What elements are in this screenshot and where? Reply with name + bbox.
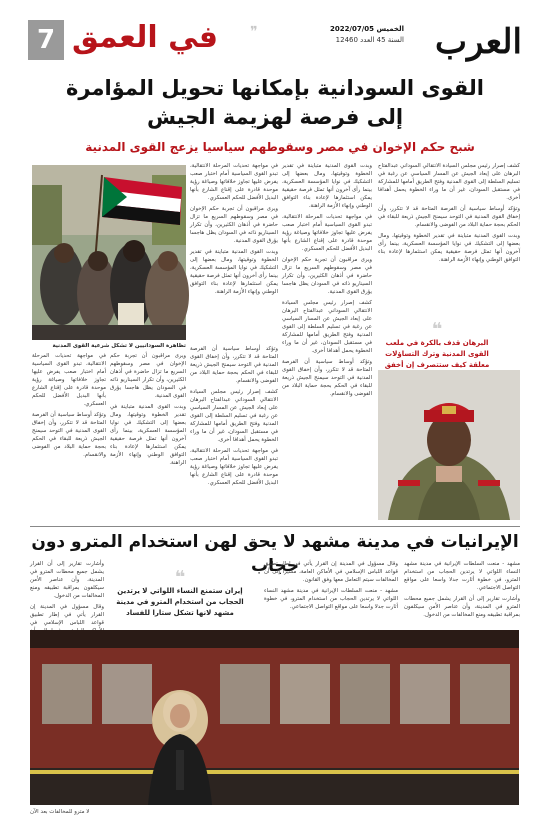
story1-col-mid-text-3: ويرى مراقبون أن تجربة حكم الإخوان في مصر وسقوطهم السريع ما تزال حاضرة في أذهان الكثيرين، وأن تكرار السيناريو ذاته في السودان يظل هاجسا يؤرق القوى المدنية. <box>282 257 372 295</box>
story2-col-right-text: مشهد - منعت السلطات الإيرانية في مدينة مشهد النساء اللواتي لا يرتدين الحجاب من استخدام المترو، في خطوة أثارت جدلا واسعا على مواقع التواصل الاجتماعي. <box>404 561 520 591</box>
issue-date: الخميس 2022/07/05 <box>329 25 404 33</box>
story1-pull-quote-text: البرهان قذف بالكرة في ملعب القوى المدنية وترك التساؤلات معلقة كيف ستتصرف إن أخفق <box>384 339 490 369</box>
story1-col-right-text-3: وبدت القوى المدنية متباينة في تقدير الخطوة وتوقيتها، ومال بعضها إلى التشكيك في نوايا المؤسسة العسكرية، بينما رأى آخرون أنها تمثل فرصة حقيقية يمكن استثمارها لإعادة بناء التوافق الوطني وإنهاء الأزمة الراهنة. <box>378 233 520 263</box>
newspaper-logo: العرب <box>435 22 522 62</box>
burhan-photo-art <box>378 370 520 520</box>
quote-mark-icon: ❝ <box>431 319 443 340</box>
story1-col-left-text-2: ويرى مراقبون أن تجربة حكم الإخوان في مصر وسقوطهم السريع ما تزال حاضرة في أذهان الكثيرين، وأن تكرار السيناريو ذاته في السودان يظل هاجسا يؤرق القوى المدنية. <box>190 206 278 244</box>
story1-col-mid-text: وبدت القوى المدنية متباينة في تقدير الخطوة وتوقيتها، ومال بعضها إلى التشكيك في نوايا المؤسسة العسكرية، بينما رأى آخرون أنها تمثل فرصة حقيقية يمكن استثمارها لإعادة بناء التوافق الوطني وإنهاء الأزمة الراهنة. <box>282 163 372 209</box>
story1-column-lower-left1 <box>110 352 186 521</box>
story1-column-right <box>378 162 520 322</box>
story2-col-left-text-2: وقال مسؤول في المدينة إن القرار يأتي في إطار تطبيق قواعد اللباس الإسلامي في <box>30 604 104 626</box>
main-headline <box>40 74 510 132</box>
story2-col-right-text-2: وأشارت تقارير إلى أن القرار يشمل جميع محطات المترو في المدينة، وأن عناصر الأمن سيكلفون بمراقبة تطبيقه ومنع المخالفات من الدخول. <box>404 596 520 618</box>
story1-lower-mid-text-2: كشف إصرار رئيس مجلس السيادة الانتقالي السوداني عبدالفتاح البرهان على إبعاد الجيش عن المسار السياسي عن رغبة في تسليم السلطة إلى القوى المدنية وفتح الطريق أمامها للمشاركة في مستقبل السودان، غير أن ما وراء الخطوة يحمل أهدافا أخرى. <box>190 389 278 443</box>
quote-decoration-icon: ❞ <box>250 24 258 40</box>
main-headline-line1: القوى السودانية بإمكانها تحويل المؤامرة <box>66 76 484 100</box>
story1-column-mid <box>282 162 372 522</box>
story2-column-mid <box>264 560 398 626</box>
story1-lower-mid-text: وتؤكد أوساط سياسية أن الفرصة المتاحة قد لا تتكرر، وأن إخفاق القوى المدنية في التوحد سيمنح الجيش ذريعة للبقاء في الحكم بحجة حماية البلاد من الفوضى والانقسام. <box>190 346 278 384</box>
story1-lower-left1-text-2: وبدت القوى المدنية متباينة في تقدير الخطوة وتوقيتها، ومال بعضها إلى التشكيك في نوايا المؤسسة العسكرية، بينما رأى آخرون أنها تمثل فرصة حقيقية يمكن استثمارها لإعادة بناء التوافق الوطني وإنهاء الأزمة الراهنة. <box>110 404 186 466</box>
protest-photo-art <box>32 165 186 340</box>
protest-photo-caption: تظاهرة السودانيين لا تشكل شرعية القوى المدنية <box>52 343 186 349</box>
story2-col-mid-text: وقال مسؤول في المدينة إن القرار يأتي في إطار تطبيق قواعد اللباس الإسلامي في الأماكن العامة، مشيرا إلى أن المخالفات سيتم التعامل معها وفق القانون. <box>264 561 398 583</box>
main-headline-line2: إلى فرصة لهزيمة الجيش <box>146 105 404 129</box>
story1-column-lower-left2 <box>32 352 106 521</box>
section-title: في العمق <box>72 20 219 55</box>
story1-lower-left1-text: ويرى مراقبون أن تجربة حكم الإخوان في مصر وسقوطهم السريع ما تزال حاضرة في أذهان الكثيرين، وأن تكرار السيناريو ذاته في السودان يظل هاجسا يؤرق القوى المدنية. <box>110 353 186 399</box>
story-divider <box>30 526 520 527</box>
metro-photo <box>30 630 519 805</box>
story2-pull-quote-text: إيران ستمنع النساء اللواتي لا يرتدين الحجاب من استخدام المترو في مدينة مشهد لانها تشكل ستارا للفساد <box>116 587 244 617</box>
metro-photo-caption: لا مترو للمخالفات بعد الآن <box>30 809 90 815</box>
masthead <box>28 18 522 66</box>
story2-headline: الإيرانيات في مدينة مشهد لا يحق لهن استخدام المترو دون حجاب <box>31 532 519 576</box>
metro-photo-art <box>30 630 519 805</box>
story1-col-right-text: كشف إصرار رئيس مجلس السيادة الانتقالي السوداني عبدالفتاح البرهان على إبعاد الجيش عن المسار السياسي عن رغبة في تسليم السلطة إلى القوى المدنية وفتح الطريق أمامها للمشاركة في مستقبل السودان، غير أن ما وراء الخطوة يحمل أهدافا أخرى. <box>378 163 520 201</box>
issue-info <box>330 24 404 46</box>
story2-pull-quote <box>110 567 250 619</box>
story2-col-left-text: وأشارت تقارير إلى أن القرار يشمل جميع محطات المترو في المدينة، وأن عناصر الأمن سيكلفون بمراقبة تطبيقه ومنع المخالفات من الدخول. <box>30 561 104 599</box>
story1-col-mid-text-5: وتؤكد أوساط سياسية أن الفرصة المتاحة قد لا تتكرر، وأن إخفاق القوى المدنية في التوحد سيمنح الجيش ذريعة للبقاء في الحكم بحجة حماية البلاد من الفوضى والانقسام. <box>282 359 372 397</box>
story1-lower-left2-text: في مواجهة تحديات المرحلة الانتقالية، تبدو القوى السياسية أمام اختبار صعب يفرض عليها تجاوز خلافاتها وصياغة رؤية موحدة قادرة على إقناع الشارع بأنها البديل الأفضل للحكم العسكري. <box>32 353 106 407</box>
main-subhead: شبح حكم الإخوان في مصر وسقوطهم سياسيا يزعج القوى المدنية <box>85 140 475 154</box>
story1-col-left-text: في مواجهة تحديات المرحلة الانتقالية، تبدو القوى السياسية أمام اختبار صعب يفرض عليها تجاوز خلافاتها وصياغة رؤية موحدة قادرة على إقناع الشارع بأنها البديل الأفضل للحكم العسكري. <box>190 163 278 201</box>
story1-col-mid-text-4: كشف إصرار رئيس مجلس السيادة الانتقالي السوداني عبدالفتاح البرهان على إبعاد الجيش عن المسار السياسي عن رغبة في تسليم السلطة إلى القوى المدنية وفتح الطريق أمامها للمشاركة في مستقبل السودان، غير أن ما وراء الخطوة يحمل أهدافا أخرى. <box>282 300 372 354</box>
story2-column-right <box>404 560 520 626</box>
story1-col-mid-text-2: في مواجهة تحديات المرحلة الانتقالية، تبدو القوى السياسية أمام اختبار صعب يفرض عليها تجاوز خلافاتها وصياغة رؤية موحدة قادرة على إقناع الشارع بأنها البديل الأفضل للحكم العسكري. <box>282 214 372 252</box>
quote-mark-icon: ❝ <box>174 567 186 588</box>
protest-photo <box>32 165 186 340</box>
issue-number: السنة 45 العدد 12460 <box>335 36 404 44</box>
story2-col-mid-text-2: مشهد - منعت السلطات الإيرانية في مدينة مشهد النساء اللواتي لا يرتدين الحجاب من استخدام المترو، في خطوة أثارت جدلا واسعا على مواقع التواصل الاجتماعي. <box>264 588 398 610</box>
story1-column-lower-mid <box>190 345 278 521</box>
story1-column-left <box>190 162 278 337</box>
burhan-photo <box>378 370 520 520</box>
story1-col-right-text-2: وتؤكد أوساط سياسية أن الفرصة المتاحة قد لا تتكرر، وأن إخفاق القوى المدنية في التوحد سيمنح الجيش ذريعة للبقاء في الحكم بحجة حماية البلاد من الفوضى والانقسام. <box>378 206 520 228</box>
story1-lower-mid-text-3: في مواجهة تحديات المرحلة الانتقالية، تبدو القوى السياسية أمام اختبار صعب يفرض عليها تجاوز خلافاتها وصياغة رؤية موحدة قادرة على إقناع الشارع بأنها البديل الأفضل للحكم العسكري. <box>190 448 278 486</box>
page-number: 7 <box>28 20 64 60</box>
story1-lower-left2-text-2: وتؤكد أوساط سياسية أن الفرصة المتاحة قد لا تتكرر، وأن إخفاق القوى المدنية في التوحد سيمنح الجيش ذريعة للبقاء في الحكم بحجة حماية البلاد من الفوضى والانقسام. <box>32 412 106 458</box>
story1-col-left-text-3: وبدت القوى المدنية متباينة في تقدير الخطوة وتوقيتها، ومال بعضها إلى التشكيك في نوايا المؤسسة العسكرية، بينما رأى آخرون أنها تمثل فرصة حقيقية يمكن استثمارها لإعادة بناء التوافق الوطني وإنهاء الأزمة الراهنة. <box>190 249 278 295</box>
story2-column-left <box>30 560 104 626</box>
